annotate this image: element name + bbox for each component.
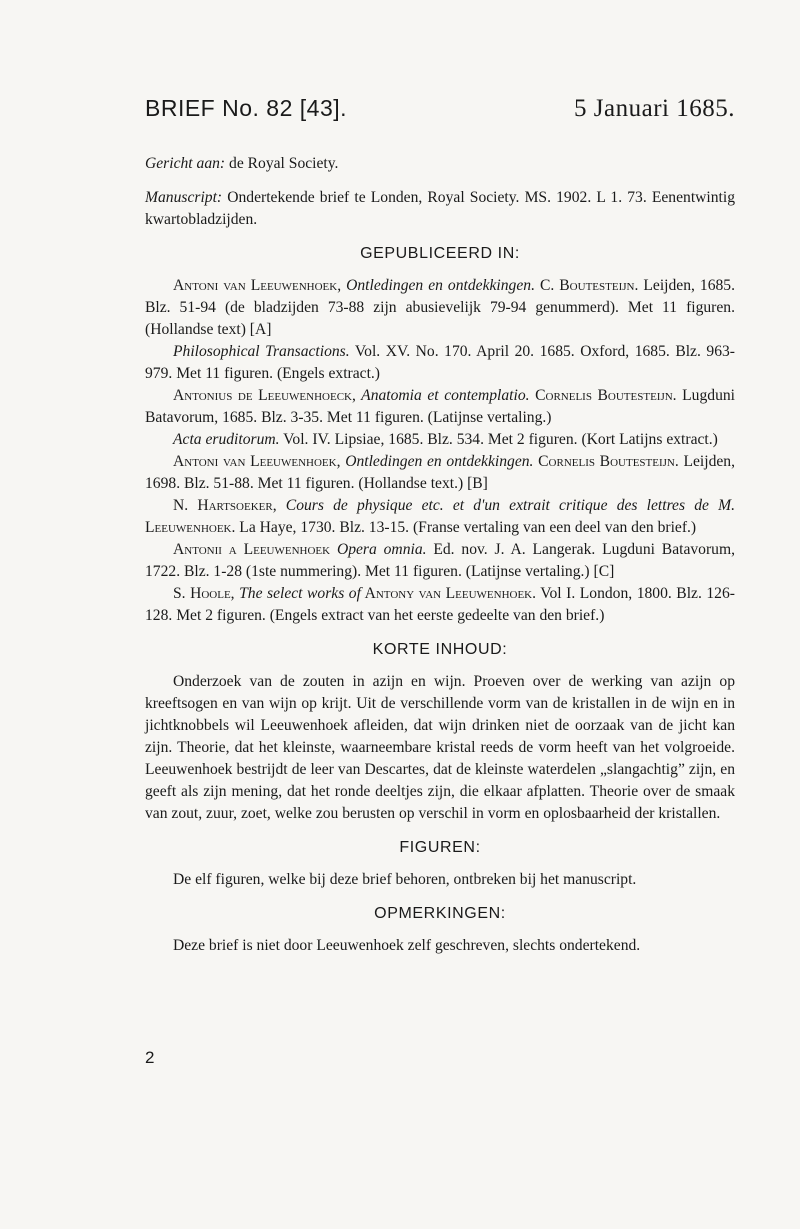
publication-entry (145, 451, 735, 495)
remarks-title: OPMERKINGEN: (374, 905, 506, 922)
publication-entry (145, 341, 735, 385)
page-content (145, 95, 735, 957)
publication-entry (145, 275, 735, 341)
entry-author: Antonii a Leeuwenhoek (173, 541, 331, 558)
letter-number: BRIEF No. 82 [43]. (145, 95, 348, 121)
manuscript-value: Ondertekende brief te Londen, Royal Society. MS. 1902. L 1. 73. Eenentwintig kwartobladzijden. (145, 189, 735, 228)
entry-author: S. Hoole, (173, 585, 235, 602)
entry-publisher: C. Boutesteijn. (534, 277, 639, 294)
publication-entry (145, 385, 735, 429)
entry-details: Leijden, 1698. Blz. 51-88. Met 11 figuren. (Hollandse text.) [B] (145, 453, 735, 492)
summary-title: KORTE INHOUD: (372, 641, 508, 658)
manuscript-label: Manuscript: (145, 189, 223, 206)
entry-details: Vol. XV. No. 170. April 20. 1685. Oxford, 1685. Blz. 963-979. Met 11 figuren. (Engels extract.) (145, 343, 736, 382)
publication-entry (145, 495, 735, 539)
manuscript-line (145, 187, 735, 231)
publication-entry (145, 539, 735, 583)
published-title: GEPUBLICEERD IN: (360, 245, 520, 262)
addressee-value: de Royal Society. (225, 155, 339, 172)
publication-entry (145, 583, 735, 627)
entry-work: The select works of (234, 585, 361, 602)
entry-details: Ed. nov. J. A. Langerak. Lugduni Batavorum, 1722. Blz. 1-28 (1ste nummering). Met 11 figuren. (Latijnse vertaling.) [C] (145, 541, 735, 580)
publication-entry (145, 429, 735, 451)
entry-publisher: Leeuwenhoek. (145, 519, 236, 536)
addressee-label: Gericht aan: (145, 155, 226, 172)
addressee-line (145, 153, 735, 175)
figures-text: De elf figuren, welke bij deze brief behoren, ontbreken bij het manuscript. (173, 871, 637, 888)
entry-author: Antonius de Leeuwenhoeck, (173, 387, 356, 404)
entry-publisher: Cornelis Boutesteijn. (533, 453, 679, 470)
entry-author: Antoni van Leeuwenhoek, (173, 277, 342, 294)
publication-list (145, 275, 735, 627)
entry-work: Acta eruditorum. (173, 431, 280, 448)
entry-work: Anatomia et contemplatio. (355, 387, 530, 404)
entry-work: Ontledingen en ontdekkingen. (341, 277, 535, 294)
page-number: 2 (145, 1048, 155, 1067)
entry-author: N. Hartsoeker, (173, 497, 277, 514)
entry-details: Vol. IV. Lipsiae, 1685. Blz. 534. Met 2 figuren. (Kort Latijns extract.) (279, 431, 718, 448)
entry-work: Ontledingen en ontdekkingen. (340, 453, 534, 470)
entry-details: Leijden, 1685. Blz. 51-94 (de bladzijden 73-88 zijn abusievelijk 79-94 genummerd). Met 11 figuren. (Hollandse text) [A] (145, 277, 735, 338)
entry-author: Antoni van Leeuwenhoek, (173, 453, 341, 470)
entry-work: Opera omnia. (330, 541, 427, 558)
summary-text: Onderzoek van de zouten in azijn en wijn. Proeven over de werking van azijn op kreeftsogen en van wijn op krijt. Uit de verschillende vorm van de kristallen in de wijn en in jichtknobbels wil Leeuwenhoek afleiden, dat wijn drinken niet de oorzaak van de jicht kan zijn. Theorie, dat het kleinste, waarneembare kristal reeds de vorm heeft van het volgroeide. Leeuwenhoek bestrijdt de leer van Descartes, dat de kleinste waterdelen „slangachtig” zijn, en geeft als zijn mening, dat het ronde deeltjes zijn, die elkaar afplatten. Theorie over de smaak van zout, zuur, zoet, welke zou berusten op verschil in vorm en oplosbaarheid der kristallen. (145, 673, 735, 822)
entry-publisher: Cornelis Boutesteijn. (529, 387, 677, 404)
entry-details: Lugduni Batavorum, 1685. Blz. 3-35. Met 11 figuren. (Latijnse vertaling.) (145, 387, 736, 426)
remarks-text: Deze brief is niet door Leeuwenhoek zelf geschreven, slechts ondertekend. (173, 937, 641, 954)
figures-title: FIGUREN: (399, 839, 481, 856)
entry-publisher: Antony van Leeuwenhoek. (360, 585, 537, 602)
entry-work: Cours de physique etc. et d'un extrait critique des lettres de M. (276, 497, 735, 514)
entry-details: Vol I. London, 1800. Blz. 126-128. Met 2 figuren. (Engels extract van het eerste gedeelte van den brief.) (145, 585, 735, 624)
letter-date: 5 Januari 1685. (574, 95, 735, 122)
letter-heading (145, 95, 735, 123)
entry-details: La Haye, 1730. Blz. 13-15. (Franse vertaling van een deel van den brief.) (235, 519, 697, 536)
entry-work: Philosophical Transactions. (173, 343, 350, 360)
